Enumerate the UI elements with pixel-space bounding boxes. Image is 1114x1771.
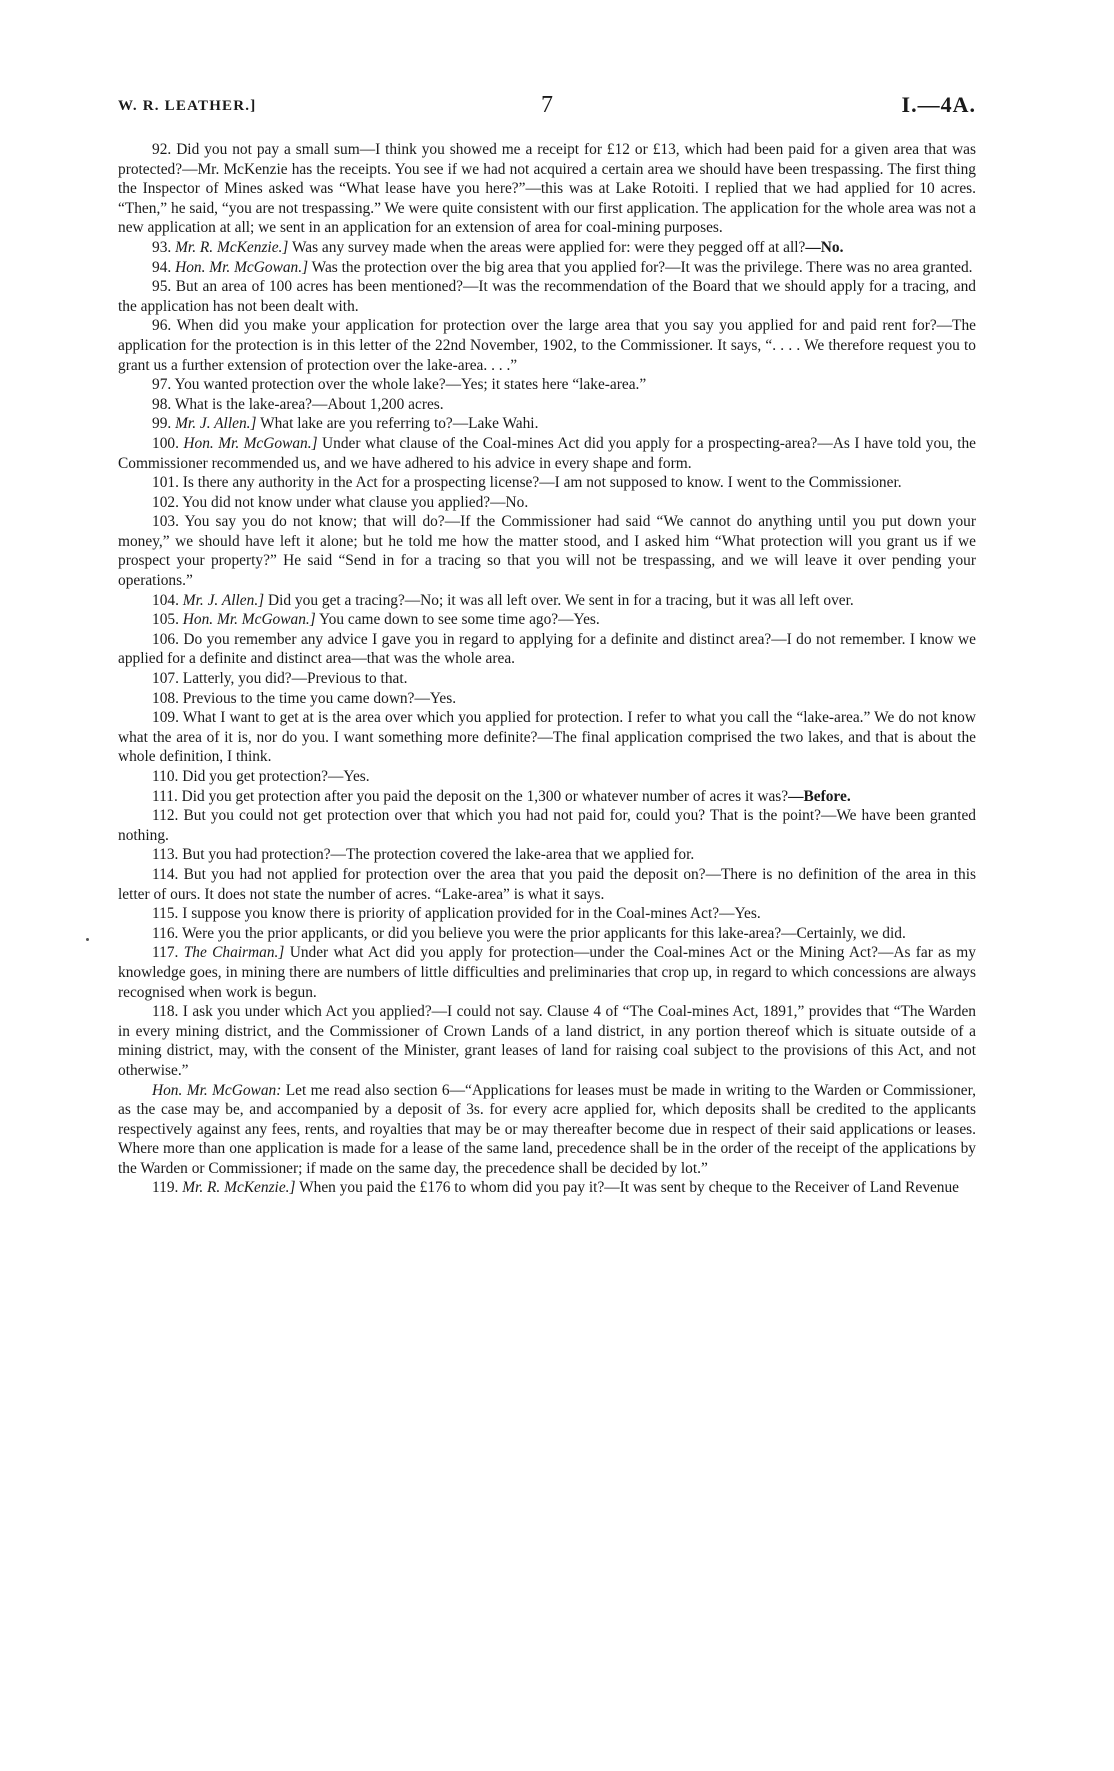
paragraph-text: I ask you under which Act you applied?—I could not say. Clause 4 of “The Coal-mines Act, 1891,” provides that “The Warden in every mining district, and the Commissioner of Crown Lands of a land district, in any portion thereof which is situate outside of a mining district, may, with the consent of the Minister, grant leases of land for raising coal subject to the provisions of this Act, and not otherwise.” — [118, 1003, 976, 1079]
question-number: 100. — [152, 434, 179, 452]
question-number: 119. — [152, 1179, 179, 1197]
paragraph-text: What lake are you referring to?—Lake Wahi. — [260, 415, 539, 433]
question-number: 102. — [152, 493, 179, 511]
question-number: 118. — [152, 1003, 179, 1021]
paragraph-text: Did you get protection?—Yes. — [182, 768, 370, 785]
speaker-name: Hon. Mr. McGowan: — [152, 1081, 282, 1099]
testimony-paragraph — [118, 591, 976, 611]
document-body — [118, 140, 976, 1198]
question-number: 92. — [152, 141, 172, 158]
speaker-name: Hon. Mr. McGowan.] — [183, 434, 318, 452]
testimony-paragraph — [118, 140, 976, 238]
paragraph-text: Did you get protection after you paid the deposit on the 1,300 or whatever number of acres it was? — [181, 787, 789, 805]
paragraph-text: Let me read also section 6—“Applications for leases must be made in writing to the Warden or Commissioner, as the case may be, and accompanied by a deposit of 3s. for every acre applied for, which deposits shall be credited to the applicants respectively against any fees, rents, and royalties that may be or may thereafter become due in respect of their said applications or leases. Where more than one application is made for a lease of the same land, precedence shall be in the order of the receipt of the applications by the Warden or Commissioner; if made on the same day, the precedence shall be decided by lot.” — [118, 1081, 976, 1177]
paragraph-text: When you paid the £176 to whom did you pay it?—It was sent by cheque to the Receiver of Land Revenue — [299, 1179, 960, 1197]
paragraph-text: Did you not pay a small sum—I think you showed me a receipt for £12 or £13, which had been paid for a given area that was protected?—Mr. McKenzie has the receipts. You see if we had not acquired a certain area we should have been trespassing. The first thing the Inspector of Mines asked was “What lease have you here?”—this was at Lake Rotoiti. I replied that we had applied for 10 acres. “Then,” he said, “you are not trespassing.” We were quite consistent with our first application. The application for the whole area was not a new application at all; we sent in an application for an extension of area for coal-mining purposes. — [118, 141, 976, 237]
testimony-paragraph — [118, 630, 976, 669]
testimony-paragraph — [118, 610, 976, 630]
paragraph-text: Latterly, you did?—Previous to that. — [182, 670, 408, 688]
witness-name: W. R. LEATHER.] — [118, 98, 257, 114]
question-number: 103. — [152, 513, 179, 531]
question-number: 101. — [152, 474, 179, 492]
question-number: 108. — [152, 689, 179, 707]
speaker-name: Mr. J. Allen.] — [182, 591, 265, 609]
paragraph-text: You wanted protection over the whole lake?—Yes; it states here “lake-area.” — [174, 376, 647, 394]
testimony-paragraph — [118, 806, 976, 845]
question-number: 93. — [152, 238, 172, 256]
answer-bold: —No. — [805, 238, 844, 256]
paragraph-text: You came down to see some time ago?—Yes. — [319, 611, 600, 629]
testimony-paragraph — [118, 493, 976, 513]
question-number: 96. — [152, 317, 172, 335]
page-number: 7 — [541, 92, 553, 118]
question-number: 116. — [152, 924, 179, 942]
answer-bold: —Before. — [788, 787, 851, 805]
paragraph-text: Previous to the time you came down?—Yes. — [182, 689, 457, 707]
paragraph-text: When did you make your application for protection over the large area that you say you applied for and paid rent for?—The application for the protection is in this letter of the 22nd November, 1902, to the Commissioner. It says, “. . . . We therefore request you to grant us a further extension of protection over the lake-area. . . .” — [118, 317, 976, 374]
testimony-paragraph — [118, 375, 976, 395]
testimony-paragraph — [118, 767, 976, 787]
paragraph-text: But you had not applied for protection over the area that you paid the deposit on?—There is no definition of the area in this letter of ours. It does not state the number of acres. “Lake-area” is what it says. — [118, 865, 976, 903]
question-number: 98. — [152, 395, 172, 413]
speaker-name: Mr. R. McKenzie.] — [182, 1179, 296, 1197]
paragraph-text: Were you the prior applicants, or did you believe you were the prior applicants for this lake-area?—Certainly, we did. — [181, 924, 906, 942]
question-number: 112. — [152, 807, 179, 825]
question-number: 104. — [152, 591, 179, 609]
testimony-paragraph — [118, 865, 976, 904]
speaker-name: Mr. J. Allen.] — [175, 415, 257, 433]
question-number: 105. — [152, 611, 179, 629]
paragraph-text: Was the protection over the big area that you applied for?—It was the privilege. There was no area granted. — [311, 258, 973, 276]
paragraph-text: Under what Act did you apply for protection—under the Coal-mines Act or the Mining Act?—As far as my knowledge goes, in mining there are numbers of little difficulties and preliminaries that crop up, in regard to which concessions are always recognised when work is begun. — [118, 944, 976, 1001]
speaker-name: Hon. Mr. McGowan.] — [182, 611, 316, 629]
question-number: 106. — [152, 630, 179, 648]
document-reference: I.—4A. — [901, 92, 976, 117]
testimony-paragraph — [118, 845, 976, 865]
question-number: 94. — [152, 258, 172, 276]
testimony-paragraph — [118, 238, 976, 258]
question-number: 97. — [152, 376, 172, 394]
paragraph-text: Do you remember any advice I gave you in regard to applying for a definite and distinct area?—I do not remember. I know we applied for a definite and distinct area—that was the whole area. — [118, 630, 976, 668]
question-number: 114. — [152, 865, 179, 883]
question-number: 110. — [152, 768, 179, 785]
speaker-name: Mr. R. McKenzie.] — [175, 238, 289, 256]
question-number: 117. — [152, 944, 179, 962]
question-number: 95. — [152, 278, 172, 296]
page-header — [118, 92, 976, 122]
paragraph-text: I suppose you know there is priority of application provided for in the Coal-mines Act?—Yes. — [182, 905, 761, 923]
testimony-paragraph — [118, 316, 976, 375]
question-number: 111. — [152, 787, 178, 805]
testimony-paragraph — [118, 395, 976, 415]
paragraph-text: But you could not get protection over that which you had not paid for, could you? That is the point?—We have been granted nothing. — [118, 807, 976, 844]
speaker-name: The Chairman.] — [183, 944, 285, 962]
testimony-paragraph — [118, 512, 976, 590]
testimony-paragraph — [118, 787, 976, 807]
paragraph-text: Is there any authority in the Act for a prospecting license?—I am not supposed to know. I went to the Commissioner. — [182, 474, 902, 492]
paragraph-text: Was any survey made when the areas were applied for: were they pegged off at all? — [291, 238, 806, 256]
paragraph-text: But you had protection?—The protection covered the lake-area that we applied for. — [182, 846, 695, 864]
paragraph-text: Did you get a tracing?—No; it was all left over. We sent in for a tracing, but it was all left over. — [268, 591, 854, 609]
testimony-paragraph — [118, 414, 976, 434]
testimony-paragraph — [118, 1081, 976, 1179]
paragraph-text: Under what clause of the Coal-mines Act did you apply for a prospecting-area?—As I have told you, the Commissioner recommended us, and we have adhered to his advice in every shape and form. — [118, 434, 976, 472]
testimony-paragraph — [118, 943, 976, 1002]
testimony-paragraph — [118, 708, 976, 767]
testimony-paragraph — [118, 258, 976, 278]
paragraph-text: You say you do not know; that will do?—If the Commissioner had said “We cannot do anything until you put down your money,” we should have left it alone; but he told me how the matter stood, and I asked him “What protection will you grant us if we prospect your property?” He said “Send in for a tracing so that you will not be trespassing, and we will leave it over pending your operations.” — [118, 513, 976, 590]
paragraph-text: But an area of 100 acres has been mentioned?—It was the recommendation of the Board that we should apply for a tracing, and the application has not been dealt with. — [118, 278, 976, 315]
question-number: 99. — [152, 415, 172, 433]
question-number: 113. — [152, 846, 179, 864]
paragraph-text: You did not know under what clause you applied?—No. — [182, 493, 529, 511]
margin-mark — [86, 938, 89, 941]
testimony-paragraph — [118, 473, 976, 493]
testimony-paragraph — [118, 904, 976, 924]
speaker-name: Hon. Mr. McGowan.] — [175, 258, 309, 276]
question-number: 109. — [152, 709, 179, 727]
testimony-paragraph — [118, 669, 976, 689]
paragraph-text: What is the lake-area?—About 1,200 acres. — [174, 395, 444, 413]
testimony-paragraph — [118, 434, 976, 473]
question-number: 107. — [152, 670, 179, 688]
question-number: 115. — [152, 905, 179, 923]
testimony-paragraph — [118, 924, 976, 944]
testimony-paragraph — [118, 1002, 976, 1080]
paragraph-text: What I want to get at is the area over which you applied for protection. I refer to what you call the “lake-area.” We do not know what the area of it is, nor do you. I want something more definite?—The final application comprised the two lakes, and that is about the whole definition, I think. — [118, 709, 976, 766]
testimony-paragraph — [118, 277, 976, 316]
testimony-paragraph — [118, 1178, 976, 1198]
testimony-paragraph — [118, 689, 976, 709]
